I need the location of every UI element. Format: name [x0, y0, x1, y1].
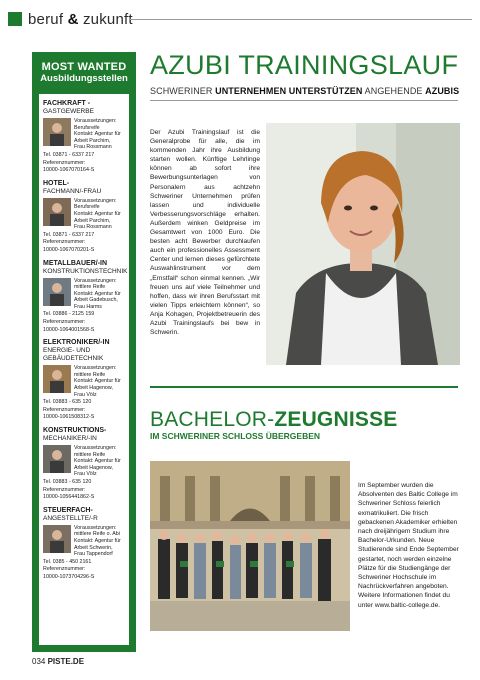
job-details: Voraussetzungen: mittlere Reife Kontakt: Agentur für Arbeit Hagenow, Frau Völz — [74, 445, 121, 478]
job-ref-number: 10000-1056441862-S — [43, 494, 95, 501]
job-ref-number: 10000-1073704296-S — [43, 573, 95, 580]
page-number: 034 — [32, 657, 46, 666]
job-ref-label: Referenznummer: — [43, 486, 86, 493]
article1-body: Der Azubi Trainingslauf ist die Generalprobe für alle, die im kommenden Jahr ihre Ausbildung starten wollen. Künftige Lehrlinge können ab sofort ihre Bewerbungsunterlagen von Personalern aus achtzehn Schweriner Unternehmen prüfen lassen und individuelle Verbesserungsvorschläge erhalten. Außerdem winken Geldpreise im Gesamtwert von 1000 Euro. Die besten acht Bewerber durchlaufen auch ein professionelles Assessment Center und lernen dieses gefürchtete Auswahlinstrument vor dem „Ernstfall“ schon einmal kennen. „Wir freuen uns auf viele Teilnehmer und hoffen, dass wir ihren Berufsstart mit vielen Tipps erleichtern können“, so Anja Kohagen, Projektbetreuerin des Azubi Trainingslaufs bei bew in Schwerin. — [150, 129, 260, 337]
job-thumbnail — [43, 198, 71, 226]
azubi-portrait-photo — [266, 123, 460, 365]
job-details: Voraussetzungen: mittlere Reife o. Abi Kontakt: Agentur für Arbeit Schwerin, Frau Tappendorf — [74, 524, 121, 558]
article1-rule — [150, 100, 458, 101]
job-thumbnail — [43, 445, 71, 473]
job-thumbnail — [43, 118, 71, 146]
graduates-castle-photo — [150, 461, 350, 631]
job-ref-number: 10000-1064001568-S — [43, 326, 95, 333]
brand-name: PISTE.DE — [47, 657, 85, 666]
job-listing — [39, 94, 129, 174]
job-details: Voraussetzungen: Berufsreife Kontakt: Agentur für Arbeit Parchim, Frau Rossmann — [74, 118, 121, 151]
article1-subtitle: SCHWERINER UNTERNEHMEN UNTERSTÜTZEN ANGEHENDE AZUBIS — [150, 86, 460, 96]
job-ref-number: 10000-1067070164-S — [43, 167, 95, 174]
page-footer — [32, 657, 84, 666]
job-ref-number: 10000-1067070201-S — [43, 246, 95, 253]
job-ref-label: Referenznummer: — [43, 406, 86, 413]
most-wanted-sidebar — [32, 52, 136, 652]
job-subtitle: ANGESTELLTE/-R — [43, 514, 98, 522]
job-details: Voraussetzungen: Berufsreife Kontakt: Agentur für Arbeit Parchim, Frau Rossmann — [74, 197, 121, 231]
job-listing — [39, 333, 129, 421]
section-header — [8, 8, 133, 30]
job-details: Voraussetzungen: mittlere Reife Kontakt: Agentur für Arbeit Hagenow, Frau Völz — [74, 365, 121, 398]
job-thumbnail — [43, 278, 71, 306]
job-listing — [39, 501, 129, 581]
job-phone: Tel. 03886 - 2125 159 — [43, 311, 95, 318]
job-list — [39, 94, 129, 645]
article2-title: BACHELOR-ZEUGNISSE — [150, 408, 398, 431]
job-title: KONSTRUKTIONS- — [43, 427, 107, 434]
job-title: ELEKTRONIKER/-IN — [43, 339, 110, 347]
job-phone: Tel. 03883 - 635 120 — [43, 478, 92, 485]
job-phone: Tel. 03871 - 6337 217 — [43, 151, 95, 158]
article1-title: AZUBI TRAININGSLAUF — [150, 50, 459, 80]
sidebar-heading: MOST WANTED Ausbildungsstellen — [40, 61, 128, 84]
job-subtitle: GASTGEWERBE — [43, 108, 94, 115]
job-title: STEUERFACH- — [43, 506, 93, 514]
job-thumbnail — [43, 365, 71, 393]
section-title: beruf & zukunft — [28, 10, 133, 28]
job-listing — [39, 254, 129, 334]
job-title: HOTEL- — [43, 179, 70, 187]
job-listing — [39, 421, 129, 501]
job-ref-label: Referenznummer: — [43, 319, 86, 326]
job-phone: Tel. 03883 - 635 120 — [43, 399, 92, 406]
job-ref-label: Referenznummer: — [43, 239, 86, 246]
header-rule — [130, 19, 472, 20]
job-ref-label: Referenznummer: — [43, 159, 86, 166]
job-details: Voraussetzungen: mittlere Reife Kontakt: Agentur für Arbeit Gadebusch, Frau Harms — [74, 277, 121, 310]
job-title: FACHKRAFT - — [43, 100, 91, 107]
job-thumbnail — [43, 525, 71, 553]
section-marker — [8, 12, 22, 26]
job-subtitle: MECHANIKER/-IN — [43, 435, 97, 442]
job-subtitle: KONSTRUKTIONSTECHNIK — [43, 267, 128, 275]
job-phone: Tel. 03871 - 6337 217 — [43, 231, 95, 238]
job-subtitle: FACHMANN/-FRAU — [43, 187, 102, 195]
job-ref-number: 10000-1061508312-S — [43, 414, 95, 421]
article2-body: Im September wurden die Absolventen des Baltic College im Schweriner Schloss feierlich exmatrikuliert. Die frisch gebackenen Akademiker erhielten nach dreijährigem Studium ihre Bachelor-Urkunden. Neue Studierende sind Ende September gestartet, noch werden einzelne Plätze für die Studiengänge der Schweriner Hochschule im Nachrückverfahren angeboten. Weitere Informationen findet du unter www.baltic-college.de. — [358, 482, 459, 609]
job-title: METALLBAUER/-IN — [43, 259, 108, 267]
job-phone: Tel. 0385 - 450 2161 — [43, 558, 92, 565]
job-subtitle: ENERGIE- UND GEBÄUDETECHNIK — [43, 347, 104, 363]
article2-subtitle: IM SCHWERINER SCHLOSS ÜBERGEBEN — [150, 431, 321, 441]
job-ref-label: Referenznummer: — [43, 566, 86, 573]
article-separator — [150, 386, 458, 388]
job-listing — [39, 174, 129, 254]
